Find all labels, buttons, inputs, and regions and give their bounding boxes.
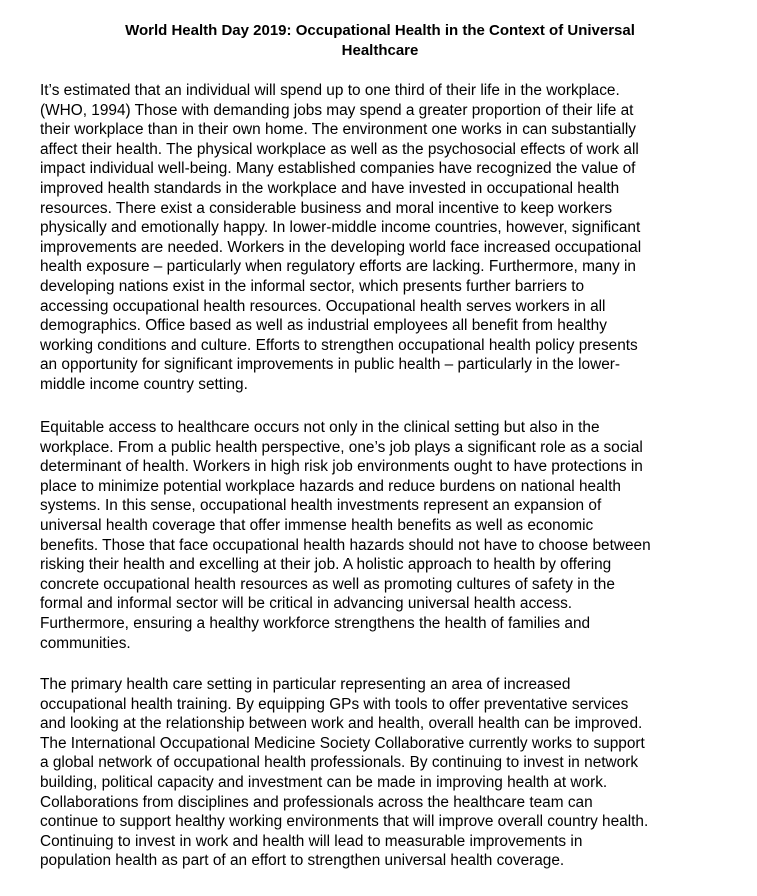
text-line: Collaborations from disciplines and professionals across the healthcare team can bbox=[40, 793, 593, 811]
text-line: workplace. From a public health perspective, one’s job plays a significant role as a social bbox=[40, 438, 643, 456]
paragraph-workplace-health bbox=[40, 81, 708, 395]
text-line: improvements are needed. Workers in the developing world face increased occupational bbox=[40, 238, 642, 256]
text-line: resources. There exist a considerable business and moral incentive to keep workers bbox=[40, 199, 613, 217]
text-line: occupational health training. By equipping GPs with tools to offer preventative services bbox=[40, 695, 629, 713]
text-line: continue to support healthy working environments that will improve overall country health. bbox=[40, 813, 649, 831]
text-line: accessing occupational health resources. Occupational health serves workers in all bbox=[40, 297, 606, 315]
text-line: determinant of health. Workers in high risk job environments ought to have protections in bbox=[40, 458, 643, 476]
text-line: working conditions and culture. Efforts to strengthen occupational health policy presents bbox=[40, 336, 638, 354]
text-line: systems. In this sense, occupational health investments represent an expansion of bbox=[40, 497, 602, 515]
text-line: improved health standards in the workplace and have invested in occupational health bbox=[40, 179, 620, 197]
text-line: population health as part of an effort to strengthen universal health coverage. bbox=[40, 852, 565, 870]
text-line: developing nations exist in the informal sector, which presents further barriers to bbox=[40, 277, 585, 295]
title-line: Healthcare bbox=[341, 42, 419, 59]
text-line: middle income country setting. bbox=[40, 375, 248, 393]
text-line: place to minimize potential workplace hazards and reduce burdens on national health bbox=[40, 477, 621, 495]
text-line: (WHO, 1994) Those with demanding jobs may spend a greater proportion of their life at bbox=[40, 101, 634, 119]
text-line: benefits. Those that face occupational health hazards should not have to choose between bbox=[40, 536, 651, 554]
text-line: universal health coverage that offer immense health benefits as well as economic bbox=[40, 516, 594, 534]
text-line: building, political capacity and investment can be made in improving health at work. bbox=[40, 773, 608, 791]
text-line: demographics. Office based as well as industrial employees all benefit from healthy bbox=[40, 317, 607, 335]
text-line: a global network of occupational health professionals. By continuing to invest in network bbox=[40, 754, 639, 772]
text-line: concrete occupational health resources as well as promoting cultures of safety in the bbox=[40, 575, 615, 593]
text-line: formal and informal sector will be critical in advancing universal health access. bbox=[40, 595, 573, 613]
text-line: health exposure – particularly when regulatory efforts are lacking. Furthermore, many in bbox=[40, 258, 636, 276]
text-line: communities. bbox=[40, 634, 131, 652]
text-line: and looking at the relationship between work and health, overall health can be improved. bbox=[40, 715, 643, 733]
paragraph-primary-care bbox=[40, 675, 708, 871]
text-line: risking their health and excelling at their job. A holistic approach to health by offering bbox=[40, 556, 612, 574]
text-line: physically and emotionally happy. In lower-middle income countries, however, significant bbox=[40, 219, 641, 237]
title-line: World Health Day 2019: Occupational Health in the Context of Universal bbox=[125, 22, 635, 39]
text-line: affect their health. The physical workplace as well as the psychosocial effects of work all bbox=[40, 140, 639, 158]
document-title bbox=[60, 21, 700, 61]
text-line: The International Occupational Medicine Society Collaborative currently works to support bbox=[40, 734, 645, 752]
text-line: It’s estimated that an individual will spend up to one third of their life in the workplace. bbox=[40, 82, 620, 99]
text-line: The primary health care setting in particular representing an area of increased bbox=[40, 676, 571, 693]
text-line: Equitable access to healthcare occurs not only in the clinical setting but also in the bbox=[40, 419, 600, 436]
text-line: their workplace than in their own home. The environment one works in can substantially bbox=[40, 121, 636, 139]
text-line: Furthermore, ensuring a healthy workforce strengthens the health of families and bbox=[40, 614, 591, 632]
text-line: impact individual well-being. Many established companies have recognized the value of bbox=[40, 160, 636, 178]
paragraph-equitable-access bbox=[40, 418, 708, 653]
text-line: Continuing to invest in work and health will lead to measurable improvements in bbox=[40, 832, 583, 850]
text-line: an opportunity for significant improvements in public health – particularly in the lower- bbox=[40, 356, 621, 374]
